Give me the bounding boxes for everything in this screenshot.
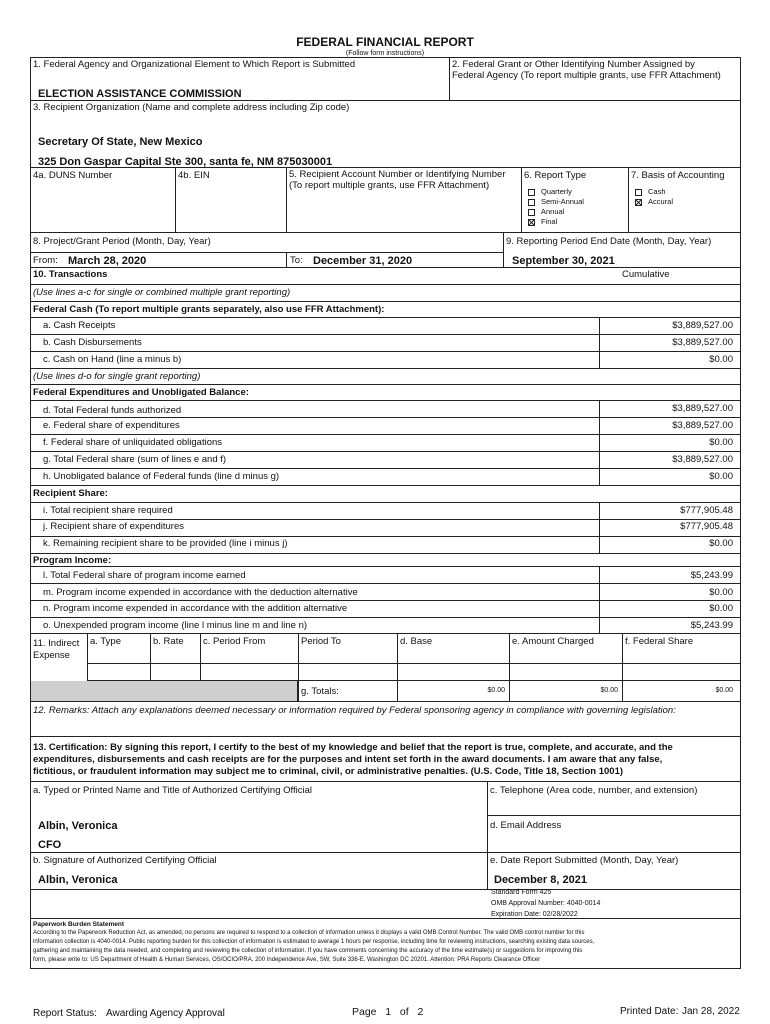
federal-cash-header: Federal Cash (To report multiple grants separately, also use FFR Attachment): <box>33 304 385 315</box>
certifier-email-label: d. Email Address <box>490 820 562 831</box>
cash-row-value: $0.00 <box>709 354 733 365</box>
page-of: of <box>399 1006 409 1018</box>
page-total: 2 <box>417 1006 424 1018</box>
report-status-value: Awarding Agency Approval <box>106 1008 225 1019</box>
indirect-total-federal-share: $0.00 <box>715 687 733 694</box>
recipient-row-value: $777,905.48 <box>680 505 733 516</box>
certification-line-3: fictitious, or fraudulent information may subject me to criminal, civil, or administrative penalties. (U.S. Code, Title 18, Section 1001) <box>33 766 624 777</box>
note-lines-abc: (Use lines a-c for single or combined multiple grant reporting) <box>33 287 291 298</box>
income-row-value: $0.00 <box>709 603 733 614</box>
remarks-label: 12. Remarks: Attach any explanations deemed necessary or information required by Federal sponsoring agency in compliance with governing legislation: <box>33 705 676 716</box>
ein-label: 4b. EIN <box>178 170 210 181</box>
recipient-org-address: 325 Don Gaspar Capital Ste 300, santa fe, NM 875030001 <box>38 156 333 168</box>
certifier-title: CFO <box>38 839 62 851</box>
expenditure-row-label: h. Unobligated balance of Federal funds (line d minus g) <box>43 471 280 482</box>
indirect-totals-shaded <box>31 681 298 701</box>
date-submitted-label: e. Date Report Submitted (Month, Day, Year) <box>490 855 679 866</box>
cash-row-label: a. Cash Receipts <box>43 320 116 331</box>
checkbox-icon <box>528 199 535 206</box>
period-from-label: From: <box>33 255 58 266</box>
program-income-header: Program Income: <box>33 555 112 566</box>
income-row-label: n. Program income expended in accordance with the addition alternative <box>43 603 348 614</box>
indirect-label-2: Expense <box>33 650 70 661</box>
recipient-org-name: Secretary Of State, New Mexico <box>38 136 203 148</box>
expenditure-row-label: g. Total Federal share (sum of lines e and f) <box>43 454 227 465</box>
printed-date-value: Jan 28, 2022 <box>682 1006 740 1017</box>
indirect-col-federal-share: f. Federal Share <box>625 636 694 647</box>
indirect-col-amount-charged: e. Amount Charged <box>512 636 594 647</box>
certifier-phone-label: c. Telephone (Area code, number, and extension) <box>490 785 698 796</box>
recipient-row-value: $0.00 <box>709 538 733 549</box>
date-submitted-value: December 8, 2021 <box>494 874 587 886</box>
grant-number-label-1: 2. Federal Grant or Other Identifying Number Assigned by <box>452 59 695 70</box>
recipient-share-header: Recipient Share: <box>33 488 108 499</box>
report-type-quarterly[interactable]: Quarterly <box>528 187 584 197</box>
page-current: 1 <box>385 1006 392 1018</box>
expenditure-row-label: d. Total Federal funds authorized <box>43 405 182 416</box>
reporting-end-label: 9. Reporting Period End Date (Month, Day, Year) <box>506 236 712 247</box>
duns-label: 4a. DUNS Number <box>33 170 113 181</box>
recipient-account-label-1: 5. Recipient Account Number or Identifying Number <box>289 169 506 180</box>
expenditure-row-label: f. Federal share of unliquidated obligations <box>43 437 223 448</box>
expenditure-row-value: $3,889,527.00 <box>672 403 733 414</box>
printed-date-label: Printed Date: <box>620 1006 679 1017</box>
recipient-row-label: i. Total recipient share required <box>43 505 173 516</box>
expenditure-row-value: $0.00 <box>709 471 733 482</box>
recipient-row-value: $777,905.48 <box>680 521 733 532</box>
reporting-end-value: September 30, 2021 <box>512 255 615 267</box>
report-type-annual[interactable]: Annual <box>528 207 584 217</box>
certifier-name-label: a. Typed or Printed Name and Title of Authorized Certifying Official <box>33 785 312 796</box>
accounting-basis-label: 7. Basis of Accounting <box>631 170 725 181</box>
page-indicator <box>352 1006 423 1018</box>
indirect-col-base: d. Base <box>400 636 433 647</box>
accounting-basis-options <box>635 187 673 207</box>
indirect-total-amount: $0.00 <box>600 687 618 694</box>
period-to-label: To: <box>290 255 303 266</box>
paperwork-line-4: form, please write to: US Department of Health & Human Services, OS/OCIO/PRA, 200 Independence Ave, SW, Suite 336-E, Washington DC 20201. Attention: PRA Reports Clearance Officer <box>33 957 541 963</box>
recipient-account-label-2: (To report multiple grants, use FFR Attachment) <box>289 180 490 191</box>
recipient-org-label: 3. Recipient Organization (Name and complete address including Zip code) <box>33 102 350 113</box>
cash-row-value: $3,889,527.00 <box>672 337 733 348</box>
income-row-label: l. Total Federal share of program income earned <box>43 570 246 581</box>
paperwork-line-3: gathering and maintaining the data needed, and completing and reviewing the collection of information. If you have comments concerning the accuracy of the time estimate(s) or suggestions for improving this <box>33 948 583 954</box>
indirect-col-rate: b. Rate <box>153 636 184 647</box>
expiration-date: Expiration Date: 02/28/2022 <box>491 911 578 918</box>
recipient-row-label: k. Remaining recipient share to be provided (line i minus j) <box>43 538 288 549</box>
project-period-label: 8. Project/Grant Period (Month, Day, Year) <box>33 236 211 247</box>
omb-number: OMB Approval Number: 4040-0014 <box>491 900 601 907</box>
paperwork-title: Paperwork Burden Statement <box>33 921 125 928</box>
cash-row-value: $3,889,527.00 <box>672 320 733 331</box>
form-number: Standard Form 425 <box>491 889 552 896</box>
income-row-label: o. Unexpended program income (line l minus line m and line n) <box>43 620 308 631</box>
agency-label: 1. Federal Agency and Organizational Element to Which Report is Submitted <box>33 59 356 70</box>
checkbox-icon <box>528 209 535 216</box>
certification-line-2: expenditures, disbursements and cash receipts are for the purposes and intent set forth in the award documents. I am aware that any false, <box>33 754 663 765</box>
report-type-semi-annual[interactable]: Semi-Annual <box>528 197 584 207</box>
period-to-value: December 31, 2020 <box>313 255 413 267</box>
cash-row-label: b. Cash Disbursements <box>43 337 142 348</box>
indirect-total-base: $0.00 <box>487 687 505 694</box>
form-title: FEDERAL FINANCIAL REPORT <box>296 35 474 49</box>
expenditure-row-value: $3,889,527.00 <box>672 454 733 465</box>
report-type-final[interactable]: Final <box>528 217 584 227</box>
income-row-value: $5,243.99 <box>690 620 733 631</box>
note-lines-do: (Use lines d-o for single grant reporting) <box>33 371 201 382</box>
income-row-value: $5,243.99 <box>690 570 733 581</box>
form-subtitle: (Follow form instructions) <box>345 50 425 57</box>
checkbox-icon <box>635 189 642 196</box>
report-status-label: Report Status: <box>33 1008 97 1019</box>
expenditures-header: Federal Expenditures and Unobligated Balance: <box>33 387 249 398</box>
expenditure-row-value: $0.00 <box>709 437 733 448</box>
indirect-col-period-to: Period To <box>301 636 341 647</box>
accounting-cash[interactable]: Cash <box>635 187 673 197</box>
indirect-col-period-from: c. Period From <box>203 636 266 647</box>
checkbox-icon <box>528 189 535 196</box>
accounting-accural[interactable]: Accural <box>635 197 673 207</box>
checked-checkbox-icon <box>528 219 535 226</box>
page-label: Page <box>352 1006 377 1018</box>
expenditure-row-label: e. Federal share of expenditures <box>43 420 180 431</box>
paperwork-line-1: According to the Paperwork Reduction Act, as amended, no persons are required to respond to a collection of information unless it displays a valid OMB Control Number. The valid OMB control number for this <box>33 930 585 936</box>
signature-value: Albin, Veronica <box>38 874 118 886</box>
indirect-col-type: a. Type <box>90 636 121 647</box>
recipient-row-label: j. Recipient share of expenditures <box>43 521 184 532</box>
indirect-label-1: 11. Indirect <box>33 638 80 649</box>
report-type-label: 6. Report Type <box>524 170 587 181</box>
indirect-totals-label: g. Totals: <box>301 686 339 697</box>
certification-line-1: 13. Certification: By signing this report, I certify to the best of my knowledge and belief that the report is true, complete, and accurate, and the <box>33 742 673 753</box>
income-row-value: $0.00 <box>709 587 733 598</box>
income-row-label: m. Program income expended in accordance with the deduction alternative <box>43 587 358 598</box>
report-type-options <box>528 187 584 227</box>
cumulative-label: Cumulative <box>622 269 670 280</box>
grant-number-label-2: Federal Agency (To report multiple grants, use FFR Attachment) <box>452 70 721 81</box>
transactions-title: 10. Transactions <box>33 269 108 280</box>
certifier-name: Albin, Veronica <box>38 820 118 832</box>
agency-value: ELECTION ASSISTANCE COMMISSION <box>38 88 242 100</box>
cash-row-label: c. Cash on Hand (line a minus b) <box>43 354 182 365</box>
expenditure-row-value: $3,889,527.00 <box>672 420 733 431</box>
checked-checkbox-icon <box>635 199 642 206</box>
period-from-value: March 28, 2020 <box>68 255 147 267</box>
signature-label: b. Signature of Authorized Certifying Official <box>33 855 217 866</box>
paperwork-line-2: information collection is 4040-0014. Public reporting burden for this collection of information is estimated to average 1 hours per response, including time for reviewing instructions, searching existing data sources, <box>33 939 595 945</box>
